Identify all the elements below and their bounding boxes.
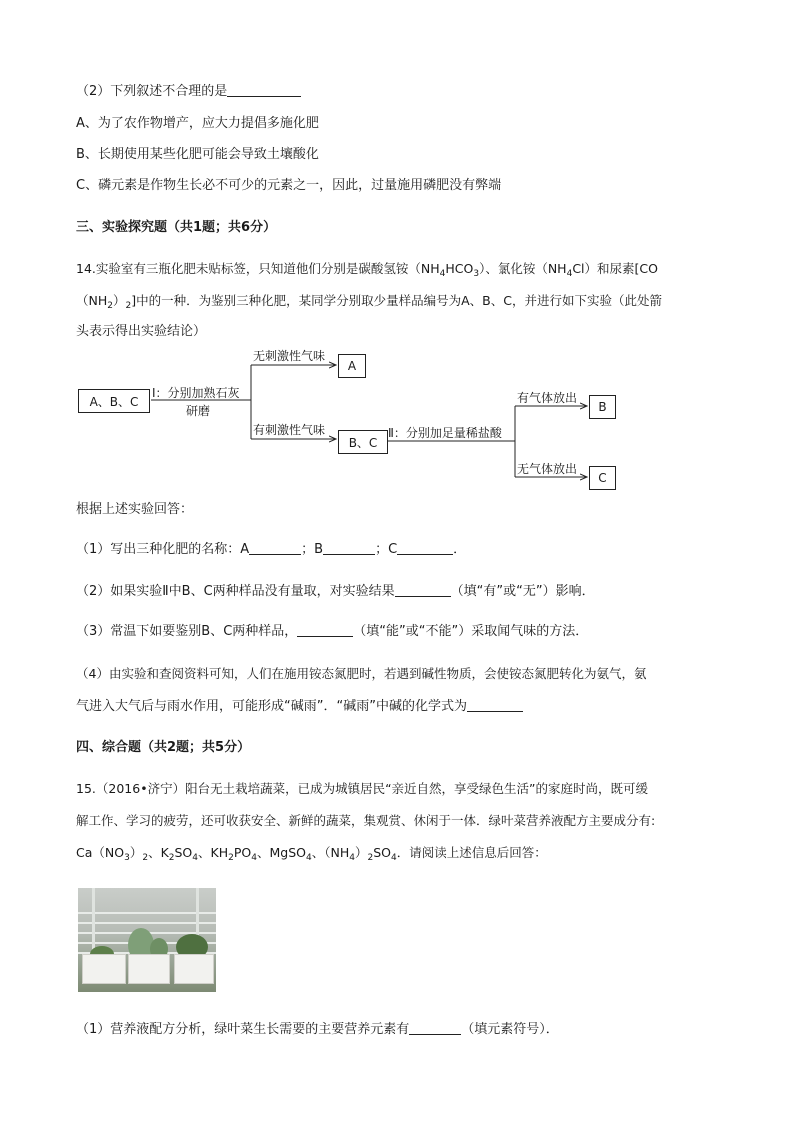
formula-text: Ca（NO bbox=[76, 845, 125, 860]
q14-intro-text: 14.实验室有三瓶化肥未贴标签，只知道他们分别是碳酸氢铵（NH bbox=[76, 261, 440, 276]
q14-answer-intro: 根据上述实验回答： bbox=[76, 502, 194, 517]
subscript: 4 bbox=[566, 269, 573, 279]
flow-box-a: A bbox=[338, 354, 366, 378]
subscript: 4 bbox=[391, 853, 397, 863]
q14-part1-text: ；B bbox=[301, 542, 324, 557]
q14-intro-text: ]中的一种．为鉴别三种化肥，某同学分别取少量样品编号为A、B、C，并进行如下实验（此处箭 bbox=[131, 293, 662, 308]
subscript: 2 bbox=[142, 853, 149, 863]
answer-blank[interactable] bbox=[395, 582, 451, 597]
formula-text: ） bbox=[129, 845, 143, 860]
formula-text: SO bbox=[373, 845, 391, 860]
formula-text: ） bbox=[354, 845, 368, 860]
q14-part3-text: （3）常温下如要鉴别B、C两种样品， bbox=[76, 624, 298, 639]
subscript: 2 bbox=[367, 853, 374, 863]
q14-part2-text: （填“有”或“无”）影响． bbox=[450, 584, 595, 599]
subscript: 2 bbox=[107, 301, 113, 311]
q14-intro-text: HCO bbox=[445, 261, 474, 276]
q14-part4-line1: （4）由实验和查阅资料可知，人们在施用铵态氮肥时，若遇到碱性物质，会使铵态氮肥转化为氨气，氨 bbox=[76, 666, 647, 681]
q14-intro-text: Cl）和尿素[CO bbox=[572, 261, 658, 276]
q15-formula-line bbox=[76, 843, 547, 868]
q14-part3 bbox=[76, 622, 588, 642]
answer-blank-a[interactable] bbox=[249, 540, 301, 555]
q14-part3-text: （填“能”或“不能”）采取闻气味的方法． bbox=[353, 624, 589, 639]
flow-has-smell-label: 有刺激性气味 bbox=[253, 423, 326, 437]
flow-box-bc: B、C bbox=[338, 430, 388, 454]
subscript: 3 bbox=[473, 269, 480, 279]
q14-intro-text: ） bbox=[113, 293, 126, 308]
q13-option-c: C、磷元素是作物生长必不可少的元素之一，因此，过量施用磷肥没有弊端 bbox=[76, 178, 502, 193]
subscript: 4 bbox=[439, 269, 446, 279]
q14-part1-text: ；C bbox=[375, 542, 398, 557]
formula-text: 、KH bbox=[198, 845, 229, 860]
section4-heading: 四、综合题（共2题；共5分） bbox=[76, 740, 251, 755]
formula-text: 、K bbox=[148, 845, 169, 860]
flow-step1-label-line2: 研磨 bbox=[186, 404, 211, 418]
answer-blank[interactable] bbox=[297, 622, 353, 637]
flow-no-smell-label: 无刺激性气味 bbox=[253, 349, 326, 363]
flow-box-start: A、B、C bbox=[78, 389, 150, 413]
subscript: 2 bbox=[125, 301, 132, 311]
answer-blank[interactable] bbox=[467, 697, 523, 712]
subscript: 4 bbox=[251, 853, 257, 863]
q15-line1: 15.（2016•济宁）阳台无土栽培蔬菜，已成为城镇居民“亲近自然，享受绿色生活”的家庭时尚，既可缓 bbox=[76, 781, 649, 796]
subscript: 4 bbox=[305, 853, 312, 863]
answer-blank[interactable] bbox=[409, 1020, 461, 1035]
flow-box-c: C bbox=[589, 466, 616, 490]
q14-part1 bbox=[76, 540, 466, 560]
q14-part4-text: 气进入大气后与雨水作用，可能形成“碱雨”．“碱雨”中碱的化学式为 bbox=[76, 699, 467, 714]
answer-blank-b[interactable] bbox=[323, 540, 375, 555]
photo-planter bbox=[128, 954, 170, 984]
q14-part1-text: （1）写出三种化肥的名称：A bbox=[76, 542, 250, 557]
q14-part1-text: ． bbox=[453, 542, 467, 557]
q14-part2-text: （2）如果实验Ⅱ中B、C两种样品没有量取，对实验结果 bbox=[76, 584, 395, 599]
formula-text: ．请阅读上述信息后回答： bbox=[396, 845, 547, 860]
flow-box-b: B bbox=[589, 395, 616, 419]
flow-gas-label: 有气体放出 bbox=[517, 391, 578, 405]
subscript: 4 bbox=[192, 853, 199, 863]
photo-planter bbox=[174, 954, 214, 984]
subscript: 3 bbox=[124, 853, 130, 863]
q14-part4-line2 bbox=[76, 697, 523, 717]
q15-part1 bbox=[76, 1020, 559, 1040]
section3-heading: 三、实验探究题（共1题；共6分） bbox=[76, 220, 277, 235]
photo-planter bbox=[82, 954, 126, 984]
subscript: 2 bbox=[228, 853, 234, 863]
q13-option-b: B、长期使用某些化肥可能会导致土壤酸化 bbox=[76, 147, 319, 162]
q15-part1-text: （填元素符号）． bbox=[461, 1022, 559, 1037]
q14-part2 bbox=[76, 582, 595, 602]
q14-intro-text: ）、氯化铵（NH bbox=[479, 261, 567, 276]
flow-step1-label: Ⅰ：分别加熟石灰 bbox=[152, 386, 240, 400]
subscript: 2 bbox=[168, 853, 175, 863]
flow-step2-label: Ⅱ：分别加足量稀盐酸 bbox=[388, 426, 502, 440]
q13-option-a: A、为了农作物增产，应大力提倡多施化肥 bbox=[76, 116, 319, 131]
flow-no-gas-label: 无气体放出 bbox=[517, 462, 578, 476]
q13-part2-text: （2）下列叙述不合理的是 bbox=[76, 84, 228, 99]
answer-blank-c[interactable] bbox=[397, 540, 453, 555]
q15-line2: 解工作、学习的疲劳，还可收获安全、新鲜的蔬菜，集观赏、休闲于一体．绿叶菜营养液配方主要成分有: bbox=[76, 813, 656, 828]
formula-text: PO bbox=[233, 845, 252, 860]
formula-text: 、（NH bbox=[311, 845, 350, 860]
q14-intro-line3: 头表示得出实验结论） bbox=[76, 324, 207, 339]
formula-text: 、MgSO bbox=[256, 845, 306, 860]
subscript: 4 bbox=[349, 853, 355, 863]
formula-text: SO bbox=[174, 845, 193, 860]
q15-part1-text: （1）营养液配方分析，绿叶菜生长需要的主要营养元素有 bbox=[76, 1022, 410, 1037]
balcony-vegetables-photo bbox=[78, 888, 216, 992]
q14-intro-text: （NH bbox=[76, 293, 108, 308]
